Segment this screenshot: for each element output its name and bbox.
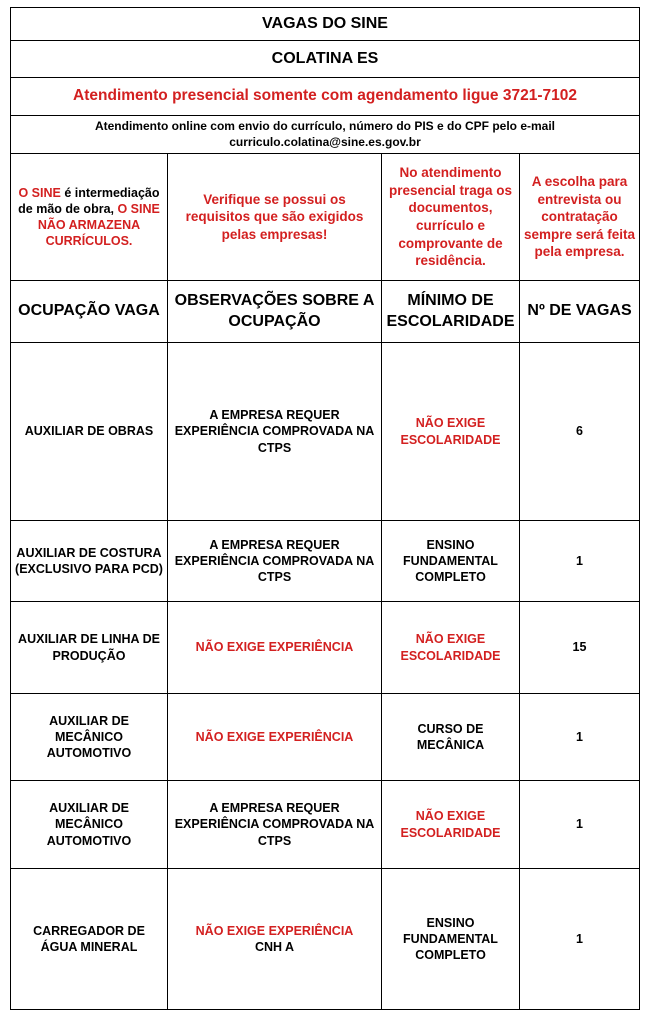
online-notice-text: Atendimento online com envio do currículo, número do PIS e do CPF pelo e-mail: [94, 118, 556, 133]
vacancies-cell: 15: [520, 602, 640, 694]
occupation-cell: AUXILIAR DE LINHA DE PRODUÇÃO: [11, 602, 168, 694]
city-title: COLATINA ES: [11, 41, 640, 78]
table-row: [11, 602, 640, 694]
education-cell: ENSINO FUNDAMENTAL COMPLETO: [382, 521, 520, 602]
education-cell: NÃO EXIGE ESCOLARIDADE: [382, 781, 520, 869]
observation-cell: [168, 869, 382, 1010]
col-header-vacancies: Nº DE VAGAS: [520, 281, 640, 343]
vacancies-cell: 1: [520, 521, 640, 602]
table-row: [11, 343, 640, 521]
col-header-observations: OBSERVAÇÕES SOBRE A OCUPAÇÃO: [168, 281, 382, 343]
table-row: [11, 694, 640, 781]
education-cell: NÃO EXIGE ESCOLARIDADE: [382, 602, 520, 694]
info-sine-intermediation: [11, 154, 168, 281]
info-sine-red-1: O SINE: [18, 185, 61, 200]
info-company-choice: A escolha para entrevista ou contratação sempre será feita pela empresa.: [520, 154, 640, 281]
table-row: [11, 869, 640, 1010]
occupation-cell: AUXILIAR DE OBRAS: [11, 343, 168, 521]
occupation-cell: AUXILIAR DE MECÂNICO AUTOMOTIVO: [11, 781, 168, 869]
info-check-requirements: Verifique se possui os requisitos que são exigidos pelas empresas!: [168, 154, 382, 281]
vacancies-cell: 1: [520, 781, 640, 869]
col-header-education: MÍNIMO DE ESCOLARIDADE: [382, 281, 520, 343]
vacancies-cell: 6: [520, 343, 640, 521]
education-cell: ENSINO FUNDAMENTAL COMPLETO: [382, 869, 520, 1010]
education-cell: NÃO EXIGE ESCOLARIDADE: [382, 343, 520, 521]
education-cell: CURSO DE MECÂNICA: [382, 694, 520, 781]
info-sine-black: é intermediação de mão de obra,: [18, 185, 160, 216]
observation-cell: A EMPRESA REQUER EXPERIÊNCIA COMPROVADA NA CTPS: [168, 781, 382, 869]
page-title: VAGAS DO SINE: [11, 8, 640, 41]
occupation-cell: CARREGADOR DE ÁGUA MINERAL: [11, 869, 168, 1010]
observation-cell: A EMPRESA REQUER EXPERIÊNCIA COMPROVADA NA CTPS: [168, 521, 382, 602]
online-notice: [11, 116, 640, 154]
occupation-cell: AUXILIAR DE COSTURA (EXCLUSIVO PARA PCD): [11, 521, 168, 602]
info-sine-red-2: O SINE NÃO ARMAZENA CURRÍCULOS.: [37, 201, 160, 249]
vacancies-cell: 1: [520, 869, 640, 1010]
observation-cell: NÃO EXIGE EXPERIÊNCIA: [168, 694, 382, 781]
observation-license: CNH A: [254, 940, 295, 954]
info-bring-documents: No atendimento presencial traga os documentos, currículo e comprovante de residência.: [382, 154, 520, 281]
vacancies-cell: 1: [520, 694, 640, 781]
col-header-occupation: OCUPAÇÃO VAGA: [11, 281, 168, 343]
observation-cell: NÃO EXIGE EXPERIÊNCIA: [168, 602, 382, 694]
in-person-notice: Atendimento presencial somente com agendamento ligue 3721-7102: [11, 78, 640, 116]
online-notice-email[interactable]: curriculo.colatina@sine.es.gov.br: [229, 134, 421, 149]
observation-cell: A EMPRESA REQUER EXPERIÊNCIA COMPROVADA NA CTPS: [168, 343, 382, 521]
table-row: [11, 521, 640, 602]
occupation-cell: AUXILIAR DE MECÂNICO AUTOMOTIVO: [11, 694, 168, 781]
observation-experience: NÃO EXIGE EXPERIÊNCIA: [195, 923, 354, 938]
table-row: [11, 781, 640, 869]
job-vacancies-table: [10, 7, 640, 1010]
